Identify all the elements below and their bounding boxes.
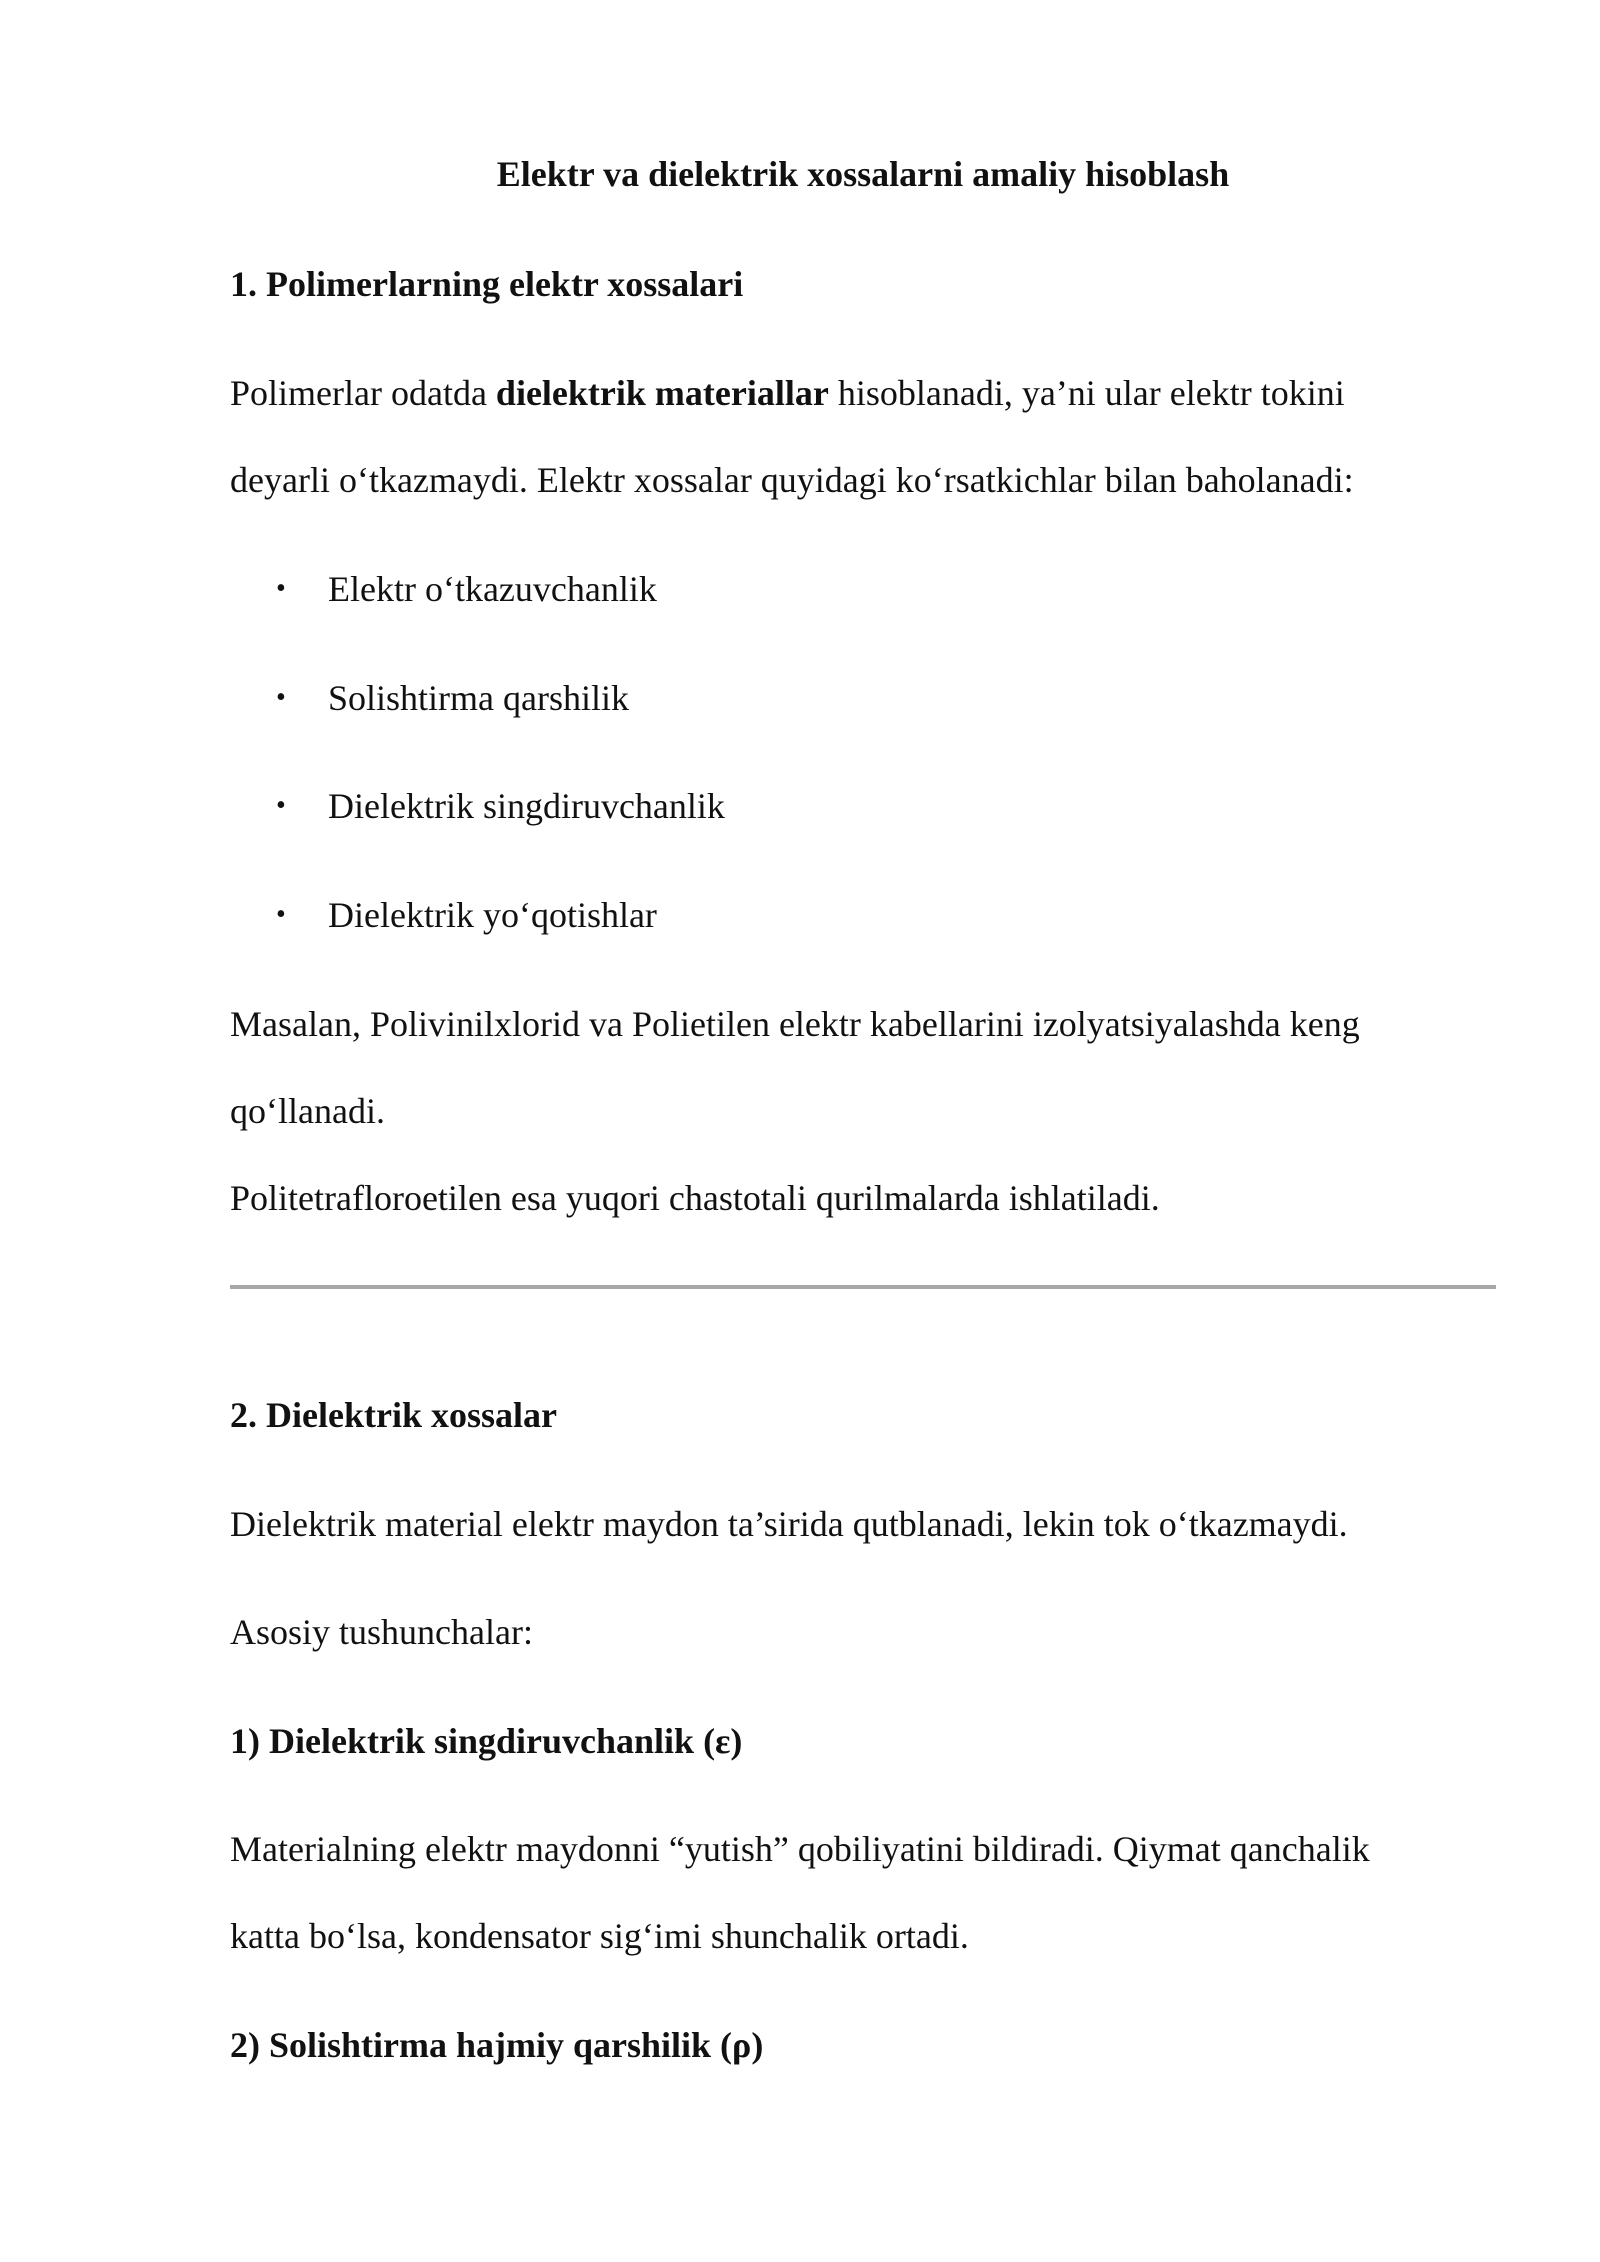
section-2-heading: 2. Dielektrik xossalar [230, 1395, 557, 1435]
paragraph-text: hisoblanadi, ya’ni ular elektr tokini [828, 373, 1345, 413]
section-2-intro: Asosiy tushunchalar: [230, 1612, 533, 1652]
section-1-example-line-1: Masalan, Polivinilxlorid va Polietilen elektr kabellarini izolyatsiyalashda keng [230, 1004, 1360, 1044]
section-1-paragraph-line-2: deyarli o‘tkazmaydi. Elektr xossalar quyidagi ko‘rsatkichlar bilan baholanadi: [230, 460, 1354, 500]
bullet-icon: • [276, 682, 286, 713]
subsection-1-line-2: katta bo‘lsa, kondensator sig‘imi shunchalik ortadi. [230, 1916, 969, 1956]
list-item-text: Dielektrik singdiruvchanlik [328, 786, 725, 826]
bullet-icon: • [276, 790, 286, 821]
section-1-example-line-2: qo‘llanadi. [230, 1091, 385, 1131]
horizontal-rule [230, 1285, 1496, 1289]
bullet-icon: • [276, 573, 286, 604]
bullet-icon: • [276, 899, 286, 930]
emphasis-text: dielektrik materiallar [495, 373, 829, 413]
paragraph-text: Polimerlar odatda [230, 373, 496, 413]
section-1-example-line-3: Politetrafloroetilen esa yuqori chastotali qurilmalarda ishlatiladi. [230, 1178, 1160, 1218]
section-1-paragraph-line-1 [230, 371, 1345, 415]
document-title: Elektr va dielektrik xossalarni amaliy hisoblash [496, 154, 1230, 194]
subsection-1-line-1: Materialning elektr maydonni “yutish” qobiliyatini bildiradi. Qiymat qanchalik [230, 1829, 1370, 1869]
subsection-1-heading: 1) Dielektrik singdiruvchanlik (ε) [230, 1721, 743, 1761]
list-item-text: Elektr o‘tkazuvchanlik [328, 569, 657, 609]
list-item-text: Dielektrik yo‘qotishlar [328, 895, 657, 935]
section-1-heading: 1. Polimerlarning elektr xossalari [230, 264, 744, 304]
subsection-2-heading: 2) Solishtirma hajmiy qarshilik (ρ) [230, 2025, 764, 2065]
section-2-paragraph: Dielektrik material elektr maydon ta’sirida qutblanadi, lekin tok o‘tkazmaydi. [230, 1504, 1348, 1544]
list-item-text: Solishtirma qarshilik [328, 678, 629, 718]
